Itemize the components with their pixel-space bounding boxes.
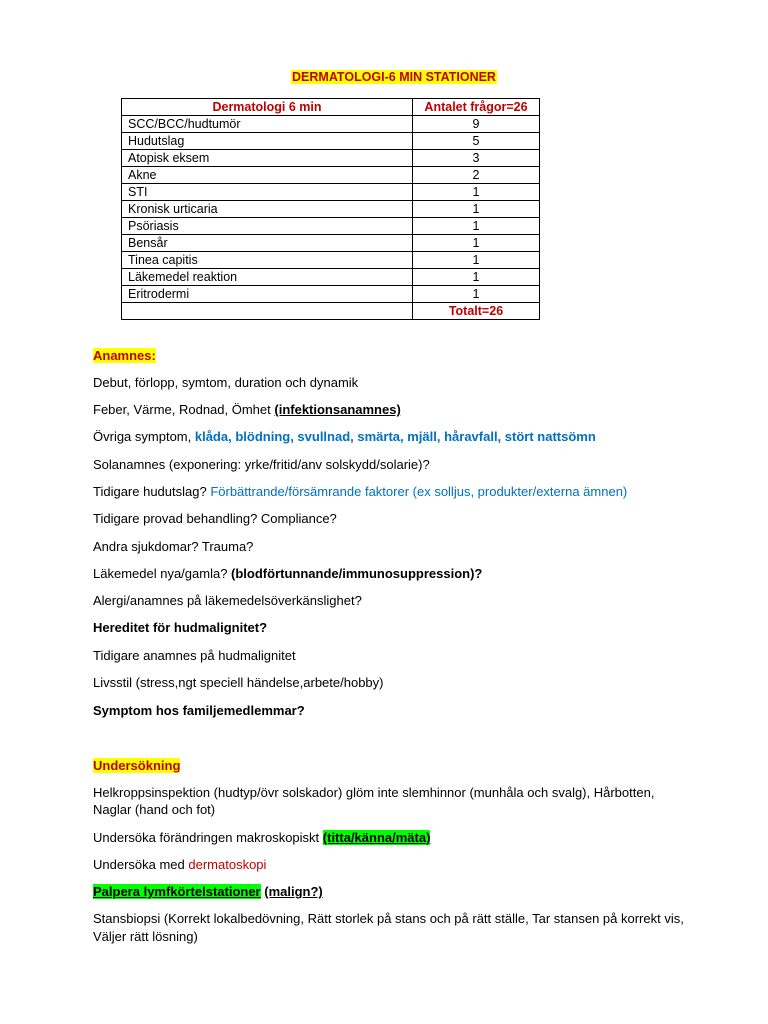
table-cell-count: 2 (413, 167, 540, 184)
undersokning-line (93, 829, 733, 846)
questions-table (121, 98, 540, 320)
anamnes-line (93, 592, 733, 609)
anamnes-heading-line (93, 347, 733, 364)
anamnes-line (93, 401, 733, 418)
anamnes-text: Feber, Värme, Rodnad, Ömhet (93, 402, 275, 417)
table-row (122, 184, 540, 201)
anamnes-line (93, 674, 733, 691)
anamnes-text: Solanamnes (exponering: yrke/fritid/anv solskydd/solarie)? (93, 457, 430, 472)
undersokning-emphasis: Palpera lymfkörtelstationer (93, 884, 261, 899)
table-cell-topic: Eritrodermi (122, 286, 413, 303)
table-cell-topic: Kronisk urticaria (122, 201, 413, 218)
undersokning-line (93, 910, 733, 927)
anamnes-emphasis: (blodförtunnande/immunosuppression)? (231, 566, 483, 581)
undersokning-emphasis: (titta/känna/mäta) (322, 830, 431, 845)
table-row (122, 133, 540, 150)
anamnes-emphasis: klåda, blödning, svullnad, smärta, mjäll, håravfall, stört nattsömn (194, 429, 596, 444)
table-row (122, 150, 540, 167)
undersokning-line (93, 784, 733, 801)
anamnes-text: Tidigare provad behandling? Compliance? (93, 511, 337, 526)
table-row (122, 286, 540, 303)
table-cell-empty (122, 303, 413, 320)
table-row (122, 235, 540, 252)
table-total: Totalt=26 (413, 303, 540, 320)
anamnes-text: Andra sjukdomar? Trauma? (93, 539, 254, 554)
table-cell-topic: Psöriasis (122, 218, 413, 235)
table-cell-topic: Bensår (122, 235, 413, 252)
table-cell-count: 1 (413, 252, 540, 269)
table-cell-topic: Atopisk eksem (122, 150, 413, 167)
undersokning-heading: Undersökning (93, 758, 181, 773)
undersokning-emphasis: (malign?) (264, 884, 323, 899)
undersokning-emphasis: dermatoskopi (188, 857, 267, 872)
table-row (122, 116, 540, 133)
document-title: DERMATOLOGI-6 MIN STATIONER (292, 70, 496, 84)
anamnes-text: Tidigare anamnes på hudmalignitet (93, 648, 296, 663)
anamnes-line (93, 456, 733, 473)
table-header-row (122, 99, 540, 116)
anamnes-text: Övriga symptom, (93, 429, 195, 444)
table-cell-count: 1 (413, 286, 540, 303)
table-cell-topic: STI (122, 184, 413, 201)
table-cell-count: 1 (413, 269, 540, 286)
table-cell-count: 9 (413, 116, 540, 133)
undersokning-heading-line (93, 757, 733, 774)
undersokning-text: Väljer rätt lösning) (93, 929, 198, 944)
undersokning-text: Helkroppsinspektion (hudtyp/övr solskador) glöm inte slemhinnor (munhåla och svalg), Hårbotten, (93, 785, 655, 800)
table-row (122, 218, 540, 235)
table-cell-count: 5 (413, 133, 540, 150)
table-header-count: Antalet frågor=26 (413, 99, 540, 116)
anamnes-text: Läkemedel nya/gamla? (93, 566, 232, 581)
table-cell-count: 1 (413, 218, 540, 235)
anamnes-text: Alergi/anamnes på läkemedelsöverkänslighet? (93, 593, 362, 608)
table-cell-count: 1 (413, 201, 540, 218)
table-row (122, 167, 540, 184)
table-cell-topic: Läkemedel reaktion (122, 269, 413, 286)
table-cell-count: 3 (413, 150, 540, 167)
undersokning-text: Undersöka förändringen makroskopiskt (93, 830, 323, 845)
anamnes-line (93, 702, 733, 719)
undersokning-line (93, 928, 733, 945)
table-row (122, 269, 540, 286)
anamnes-line (93, 565, 733, 582)
anamnes-text: Livsstil (stress,ngt speciell händelse,arbete/hobby) (93, 675, 384, 690)
anamnes-text: Tidigare hudutslag? (93, 484, 211, 499)
table-row (122, 252, 540, 269)
anamnes-line (93, 428, 733, 445)
table-header-topic: Dermatologi 6 min (122, 99, 413, 116)
table-row (122, 201, 540, 218)
table-total-row (122, 303, 540, 320)
undersokning-text: Undersöka med (93, 857, 189, 872)
anamnes-emphasis: Förbättrande/försämrande faktorer (ex solljus, produkter/externa ämnen) (210, 484, 628, 499)
table-cell-topic: SCC/BCC/hudtumör (122, 116, 413, 133)
anamnes-text: Debut, förlopp, symtom, duration och dynamik (93, 375, 359, 390)
table-cell-topic: Akne (122, 167, 413, 184)
table-cell-topic: Hudutslag (122, 133, 413, 150)
undersokning-line (93, 801, 733, 818)
anamnes-line (93, 374, 733, 391)
table-cell-topic: Tinea capitis (122, 252, 413, 269)
undersokning-text: Stansbiopsi (Korrekt lokalbedövning, Rätt storlek på stans och på rätt ställe, Tar stansen på korrekt vis, (93, 911, 684, 926)
undersokning-line (93, 856, 733, 873)
table-cell-count: 1 (413, 184, 540, 201)
anamnes-line (93, 619, 733, 636)
document-title-container (0, 70, 768, 84)
undersokning-line (93, 883, 733, 900)
anamnes-heading: Anamnes: (93, 348, 156, 363)
anamnes-text: Symptom hos familjemedlemmar? (93, 703, 305, 718)
table-cell-count: 1 (413, 235, 540, 252)
anamnes-line (93, 483, 733, 500)
anamnes-line (93, 510, 733, 527)
anamnes-line (93, 647, 733, 664)
anamnes-text: Hereditet för hudmalignitet? (93, 620, 268, 635)
anamnes-emphasis: (infektionsanamnes) (274, 402, 401, 417)
anamnes-line (93, 538, 733, 555)
undersokning-text: Naglar (hand och fot) (93, 802, 216, 817)
